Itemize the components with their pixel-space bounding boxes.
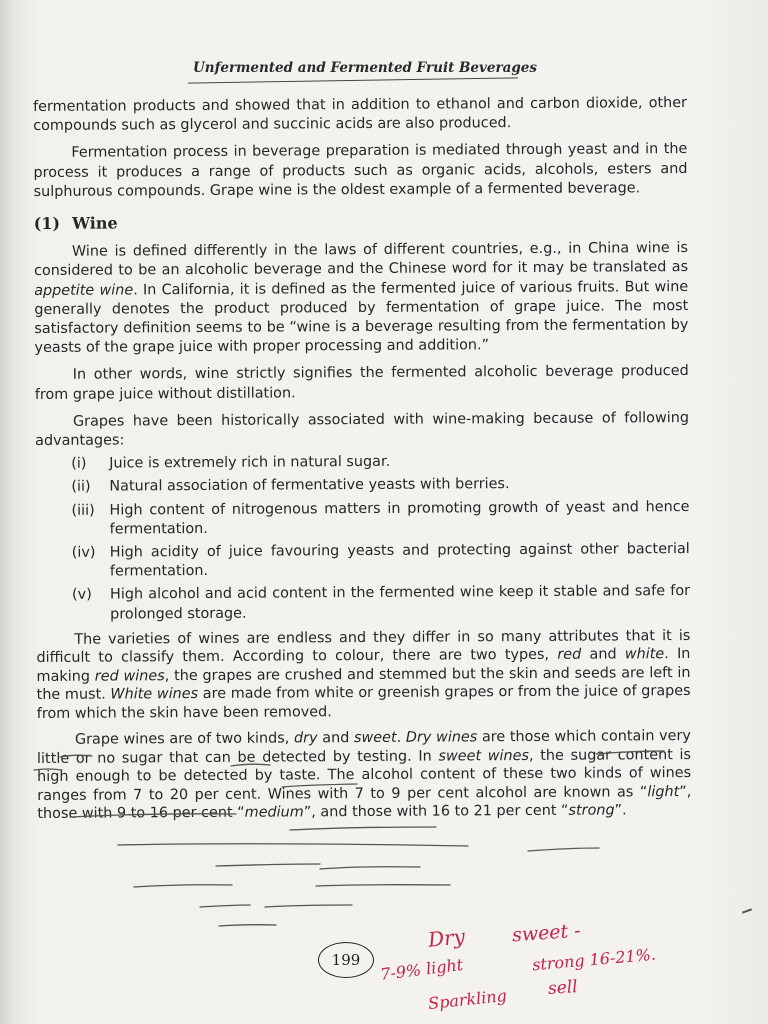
handwritten-note-light: 7-9% light xyxy=(379,954,465,985)
handwritten-note-sweet: sweet - xyxy=(511,919,582,947)
paragraph-dry-sweet-wines: Grape wines are of two kinds, dry and sweet. Dry wines are those which contain very little or no sugar that can be detected by testing. In sweet wines, the sugar content is high enough to be detected by taste. The alcohol content of these two kinds of wines ranges from 7 to 20 per cent. Wines with 7 to 9 per cent alcohol are known as “light”, those with 9 to 16 per cent “medium”, and those with 16 to 21 per cent “strong”. xyxy=(36,728,692,823)
paragraph-grape-advantages: Grapes have been historically associated with wine-making because of following advantages: xyxy=(35,409,690,450)
paragraph-wine-varieties: The varieties of wines are endless and they differ in so many attributes that it is difficult to classify them. According to colour, there are two types, red and white. In making red wines, the grapes are crushed and stemmed but the skin and seeds are left in the must. White wines are made from white or greenish grapes or from the juice of grapes from which the skin have been removed. xyxy=(36,627,691,722)
list-item: (i) Juice is extremely rich in natural sugar. xyxy=(71,454,391,473)
paragraph-fermentation-process: Fermentation process in beverage preparation is mediated through yeast and in the process it produces a range of products such as organic acids, alcohols, esters and sulphurous compounds. Grape wine is the oldest example of a fermented beverage. xyxy=(33,141,688,200)
page-number: 199 xyxy=(318,942,374,978)
list-item: (iii) High content of nitrogenous matters in promoting growth of yeast and hence fermentation. xyxy=(71,498,690,538)
handwritten-note-strong: strong 16-21%. xyxy=(531,944,657,975)
section-title: Wine xyxy=(71,213,118,233)
list-item: (ii) Natural association of fermentative yeasts with berries. xyxy=(71,476,510,496)
handwritten-note-sparkling: Sparkling xyxy=(427,985,508,1014)
list-item: (v) High alcohol and acid content in the fermented wine keep it stable and safe for prolonged storage. xyxy=(71,583,691,623)
list-item: (iv) High acidity of juice favouring yeasts and protecting against other bacterial fermentation. xyxy=(71,541,690,580)
paragraph-wine-definition: Wine is defined differently in the laws of different countries, e.g., in China wine is considered to be an alcoholic beverage and the Chinese word for it may be translated as appetite wine. In California, it is defined as the fermented juice of various fruits. But wine generally denotes the product produced by fermentation of grape juice. The most satisfactory definition seems to be “wine is a beverage resulting from the fermentation by yeasts of the grape juice with proper processing and addition.” xyxy=(34,240,689,357)
advantages-list xyxy=(71,451,690,624)
paragraph-fermentation-products: fermentation products and showed that in addition to ethanol and carbon dioxide, other compounds such as glycerol and succinic acids are also produced. xyxy=(33,95,688,135)
section-number: (1) xyxy=(33,213,61,234)
handwritten-note-sell: sell xyxy=(547,976,579,1000)
margin-mark xyxy=(742,908,752,913)
paragraph-other-words: In other words, wine strictly signifies the fermented alcoholic beverage produced from grape juice without distillation. xyxy=(34,363,689,403)
page-body xyxy=(33,94,691,832)
section-heading-wine xyxy=(34,210,688,233)
running-header: Unfermented and Fermented Fruit Beverages xyxy=(193,60,537,76)
handwritten-note-dry: Dry xyxy=(426,924,467,952)
header-rule xyxy=(188,77,518,83)
